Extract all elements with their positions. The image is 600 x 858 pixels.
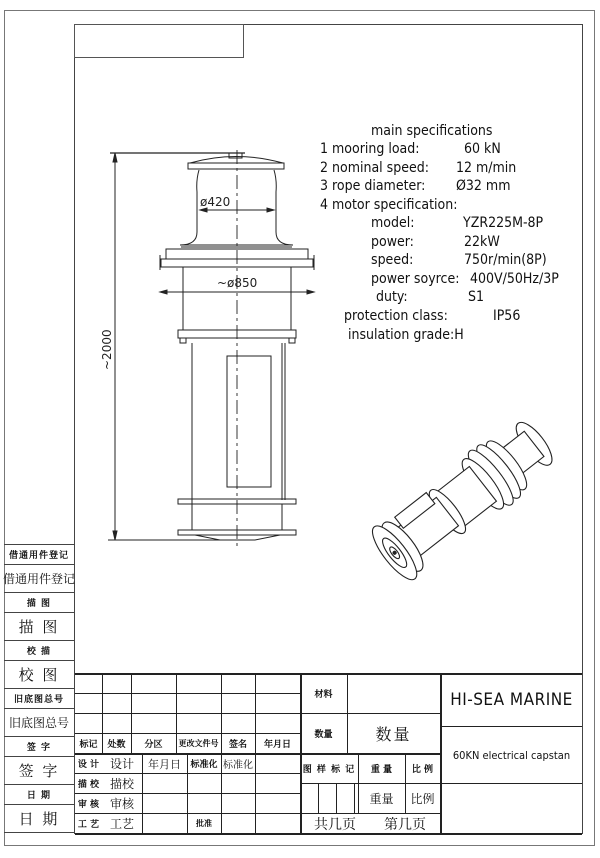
- spec-value-power: 22kW: [464, 234, 500, 250]
- flange-diameter-label: ~ø850: [217, 276, 258, 290]
- process-label: 工艺: [109, 817, 134, 831]
- review-label: 审核: [109, 797, 134, 811]
- spec-value-nominal-speed: 12 m/min: [456, 160, 517, 176]
- standardization-label: 标准化: [223, 760, 253, 771]
- rev-header-count: 处数: [107, 740, 126, 750]
- drum-diameter-label: ø420: [200, 195, 231, 209]
- rev-header-change-doc-no: 更改文件号: [178, 739, 219, 748]
- spec-label-rope-diameter: 3 rope diameter:: [320, 178, 426, 194]
- rev-header-date: 年月日: [263, 740, 291, 750]
- spec-label-model: model:: [371, 215, 415, 231]
- spec-label-speed: speed:: [371, 252, 414, 268]
- strip-borrowed-parts-header: 借通用件登记: [4, 545, 74, 565]
- strip-check-header: 校 描: [4, 641, 74, 661]
- spec-label-protection-class: protection class:: [344, 308, 448, 324]
- spec-label-power: power:: [371, 234, 414, 250]
- spec-label-mooring-load: 1 mooring load:: [320, 141, 420, 157]
- design-date: 年月日: [148, 757, 181, 771]
- total-sheets-label: 共几页: [314, 816, 356, 833]
- spec-value-insulation-grade: H: [454, 327, 464, 343]
- spec-value-rope-diameter: Ø32 mm: [456, 178, 511, 194]
- spec-value-model: YZR225M-8P: [463, 215, 544, 231]
- spec-value-duty: S1: [468, 289, 485, 305]
- spec-label-motor-specification: 4 motor specification:: [320, 197, 458, 213]
- material-label: 材料: [314, 690, 333, 700]
- spec-label-power-source: power soyrce:: [371, 271, 460, 287]
- design-header: 设 计: [77, 760, 100, 770]
- strip-check: 校 图: [4, 661, 74, 689]
- strip-date: 日 期: [4, 805, 74, 833]
- rev-header-mark: 标记: [79, 740, 98, 750]
- spec-insulation-grade: [348, 326, 464, 345]
- strip-signature-header: 签 字: [4, 737, 74, 757]
- weight-value: 重量: [369, 792, 394, 806]
- weight-label: 重 量: [370, 765, 393, 775]
- spec-label-insulation-grade: insulation grade:: [348, 327, 455, 343]
- rev-header-zone: 分区: [144, 740, 163, 750]
- spec-value-protection-class: IP56: [493, 308, 521, 324]
- trace-check-header: 描 校: [77, 780, 100, 790]
- spec-label-duty: duty:: [376, 289, 408, 305]
- strip-old-drawing-no: 旧底图总号: [4, 709, 74, 737]
- review-header: 审 核: [77, 800, 100, 810]
- process-header: 工 艺: [77, 820, 100, 830]
- approval-label: 批准: [196, 819, 212, 828]
- strip-date-header: 日 期: [4, 785, 74, 805]
- strip-tracing-header: 描 图: [4, 593, 74, 613]
- sample-mark-label: 图 样 标 记: [302, 765, 356, 775]
- spec-label-nominal-speed: 2 nominal speed:: [320, 160, 429, 176]
- scale-value: 比例: [410, 792, 435, 806]
- rev-header-signature: 签名: [228, 740, 247, 750]
- specs-title: main specifications: [371, 123, 493, 139]
- scale-label: 比 例: [411, 765, 434, 775]
- product-name: 60KN electrical capstan: [452, 748, 571, 762]
- quantity-value: 数量: [375, 725, 412, 744]
- strip-signature: 签 字: [4, 757, 74, 785]
- sheet-number-label: 第几页: [384, 816, 426, 833]
- spec-value-mooring-load: 60 kN: [464, 141, 501, 157]
- design-label: 设计: [109, 757, 134, 771]
- standardization-header: 标准化: [190, 760, 218, 770]
- company-name: HI-SEA MARINE: [450, 690, 573, 710]
- strip-tracing: 描 图: [4, 613, 74, 641]
- height-dimension-label: ~2000: [100, 329, 114, 370]
- spec-value-speed: 750r/min(8P): [464, 252, 547, 268]
- spec-value-power-source: 400V/50Hz/3P: [470, 271, 559, 287]
- quantity-label: 数量: [314, 730, 333, 740]
- strip-borrowed-parts: 借通用件登记: [4, 565, 74, 593]
- trace-check-label: 描校: [109, 777, 134, 791]
- capstan-isometric-view: [365, 411, 563, 586]
- strip-old-drawing-no-header: 旧底图总号: [4, 689, 74, 709]
